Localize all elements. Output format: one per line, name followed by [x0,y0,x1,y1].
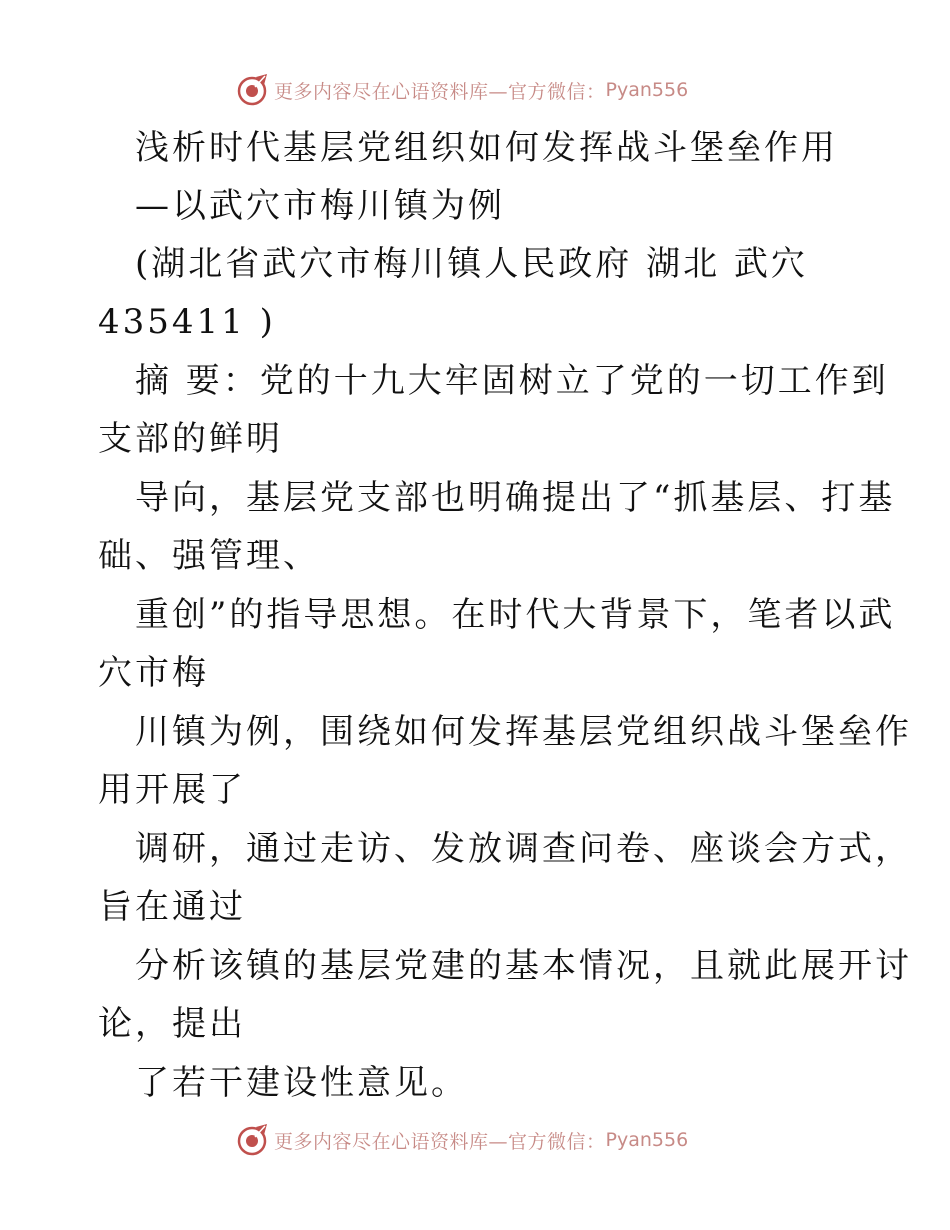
header-watermark-banner [0,72,950,108]
abstract-line: 支部的鲜明 [98,419,283,459]
abstract-line: 旨在通过 [98,887,246,927]
footer-watermark-banner [0,1122,950,1158]
pen-nib-logo-icon [236,1123,270,1157]
abstract-line: 川镇为例，围绕如何发挥基层党组织战斗堡垒作 [135,712,912,752]
abstract-line: 论，提出 [98,1004,246,1044]
doc-affiliation-line: (湖北省武穴市梅川镇人民政府 湖北 武穴 [135,244,808,284]
watermark-text: 更多内容尽在心语资料库—官方微信： [274,1130,606,1153]
doc-title: 浅析时代基层党组织如何发挥战斗堡垒作用 [135,128,838,168]
abstract-line: 重创”的指导思想。在时代大背景下，笔者以武 [135,595,896,635]
doc-subtitle: —以武穴市梅川镇为例 [135,186,505,226]
abstract-line: 穴市梅 [98,653,209,693]
abstract-line: 用开展了 [98,770,246,810]
abstract-line: 础、强管理、 [98,536,320,576]
abstract-line: 导向，基层党支部也明确提出了“抓基层、打基 [135,478,896,518]
abstract-line: 调研，通过走访、发放调查问卷、座谈会方式， [135,829,912,869]
pen-nib-logo-icon [236,73,270,107]
abstract-line: 摘 要：党的十九大牢固树立了党的一切工作到 [135,361,889,401]
watermark-handle: Pyan556 [605,79,689,101]
abstract-line: 了若干建设性意见。 [135,1063,468,1103]
doc-postcode-line: 435411 ) [98,302,276,342]
watermark-text: 更多内容尽在心语资料库—官方微信： [274,80,606,103]
watermark-handle: Pyan556 [605,1129,689,1151]
abstract-line: 分析该镇的基层党建的基本情况，且就此展开讨 [135,946,912,986]
